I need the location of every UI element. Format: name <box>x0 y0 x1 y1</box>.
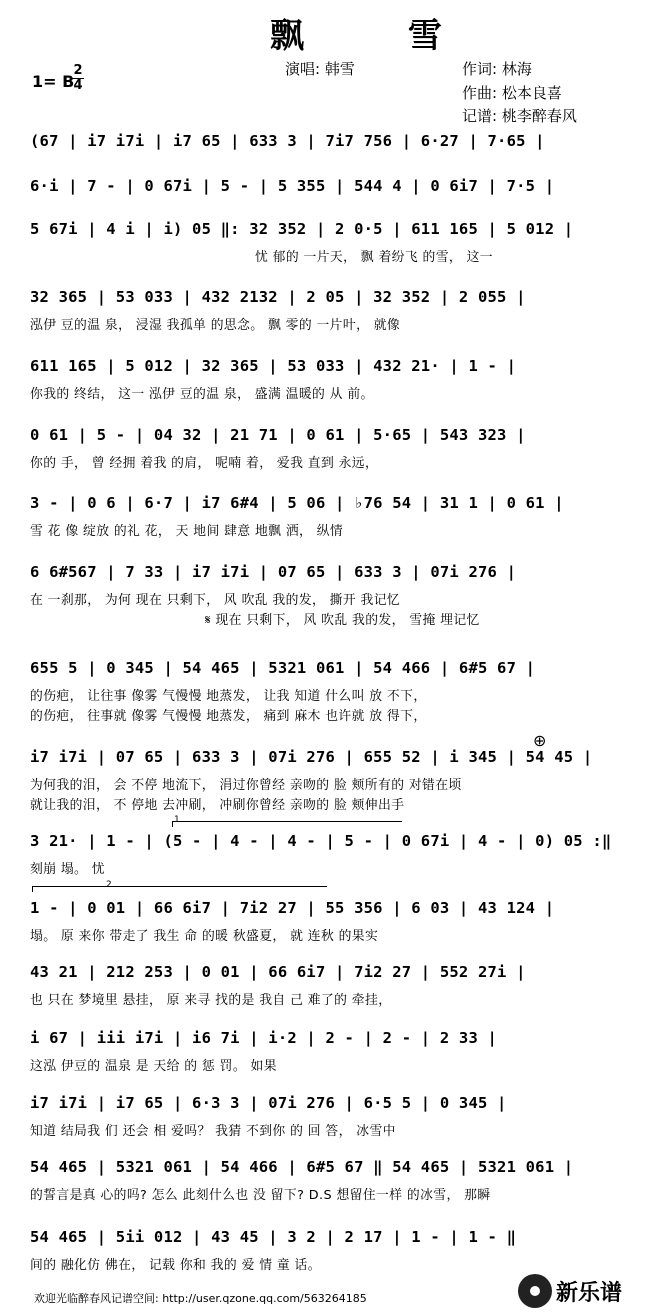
notation-row: i7 i7i | 07 65 | 633 3 | 07i 276 | 655 52 | i 345 | 54 45 | <box>30 748 593 766</box>
lyric-line: 这泓 伊豆的 温泉 是 天给 的 惩 罚。 如果 <box>30 1059 277 1074</box>
lyric-line: 的伤疤， 往事就 像雾 气慢慢 地蒸发， 痛到 麻木 也许就 放 得下， <box>30 709 427 724</box>
song-title: 飘 雪 <box>270 16 488 56</box>
time-signature-bottom: 4 <box>73 78 83 93</box>
volta-1-number: 1 <box>174 815 180 825</box>
notation-row: 54 465 | 5321 061 | 54 466 | 6#5 67 ‖ 54 465 | 5321 061 | <box>30 1158 574 1176</box>
time-signature <box>72 64 84 93</box>
singer-credit: 演唱: 韩雪 <box>285 60 355 78</box>
notation-row: 3 - | 0 6 | 6·7 | i7 6#4 | 5 06 | ♭76 54 | 31 1 | 0 61 | <box>30 494 564 512</box>
vinyl-disc-icon <box>518 1274 552 1308</box>
lyric-line: 忧 郁的 一片天， 飘 着纷飞 的雪， 这一 <box>255 250 493 265</box>
notation-row: 6·i | 7 - | 0 67i | 5 - | 5 355 | 544 4 | 0 6i7 | 7·5 | <box>30 177 555 195</box>
lyric-line: 你的 手， 曾 经拥 着我 的肩， 呢喃 着， 爱我 直到 永远， <box>30 456 379 471</box>
notation-row: 655 5 | 0 345 | 54 465 | 5321 061 | 54 466 | 6#5 67 | <box>30 659 536 677</box>
lyricist-credit: 作词: 林海 <box>462 60 532 78</box>
notation-row: 32 365 | 53 033 | 432 2132 | 2 05 | 32 352 | 2 055 | <box>30 288 526 306</box>
lyric-line: 刻崩 塌。 忧 <box>30 862 105 877</box>
lyric-line: 的伤疤， 让往事 像雾 气慢慢 地蒸发， 让我 知道 什么叫 放 不下， <box>30 689 427 704</box>
volta-1-bracket <box>172 821 402 822</box>
logo-text: 新乐谱 <box>556 1281 623 1306</box>
lyric-line: 你我的 终结， 这一 泓伊 豆的温 泉， 盛满 温暖的 从 前。 <box>30 387 374 402</box>
notation-row: 5 67i | 4 i | i) 05 ‖: 32 352 | 2 0·5 | 611 165 | 5 012 | <box>30 220 574 238</box>
notation-row: 43 21 | 212 253 | 0 01 | 66 6i7 | 7i2 27 | 552 27i | <box>30 963 526 981</box>
volta-2-bracket <box>32 886 327 887</box>
notation-row: 0 61 | 5 - | 04 32 | 21 71 | 0 61 | 5·65 | 543 323 | <box>30 426 526 444</box>
coda-sign: ⊕ <box>533 731 547 750</box>
notation-row: i 67 | iii i7i | i6 7i | i·2 | 2 - | 2 - | 2 33 | <box>30 1029 498 1047</box>
lyric-line: 就让我的泪， 不 停地 去冲刷， 冲刷你曾经 亲吻的 脸 颊伸出手 <box>30 798 405 813</box>
notation-row: 1 - | 0 01 | 66 6i7 | 7i2 27 | 55 356 | 6 03 | 43 124 | <box>30 899 555 917</box>
site-logo <box>518 1272 646 1312</box>
notation-row: 6 6#567 | 7 33 | i7 i7i | 07 65 | 633 3 | 07i 276 | <box>30 563 517 581</box>
notation-row: 54 465 | 5ii 012 | 43 45 | 3 2 | 2 17 | 1 - | 1 - ‖ <box>30 1228 517 1246</box>
notation-row: 3 21· | 1 - | (5 - | 4 - | 4 - | 5 - | 0 67i | 4 - | 0) 05 :‖ <box>30 832 612 850</box>
composer-credit: 作曲: 松本良喜 <box>462 84 562 102</box>
volta-2-number: 2 <box>106 880 112 890</box>
footer-text: 欢迎光临醉春风记谱空间: http://user.qzone.qq.com/563264185 <box>34 1292 367 1305</box>
volta-1-tick <box>172 821 173 827</box>
lyric-line: 间的 融化仿 佛在， 记载 你和 我的 爱 情 童 话。 <box>30 1258 321 1273</box>
lyric-line: 雪 花 像 绽放 的礼 花， 天 地间 肆意 地飘 洒， 纵情 <box>30 524 344 539</box>
notation-row: i7 i7i | i7 65 | 6·3 3 | 07i 276 | 6·5 5 | 0 345 | <box>30 1094 507 1112</box>
lyric-line: 泓伊 豆的温 泉， 浸湿 我孤单 的思念。 飘 零的 一片叶， 就像 <box>30 318 401 333</box>
transcriber-credit: 记谱: 桃李醉春风 <box>462 107 577 125</box>
time-signature-top: 2 <box>73 63 83 78</box>
lyric-line: 也 只在 梦境里 悬挂， 原 来寻 找的是 我自 己 难了的 牵挂， <box>30 993 392 1008</box>
lyric-line: 知道 结局我 们 还会 相 爱吗？ 我猜 不到你 的 回 答， 冰雪中 <box>30 1124 396 1139</box>
notation-row: (67 | i7 i7i | i7 65 | 633 3 | 7i7 756 | 6·27 | 7·65 | <box>30 132 545 150</box>
lyric-line: 的誓言是真 心的吗? 怎么 此刻什么也 没 留下? D.S 想留住一样 的冰雪， 那瞬 <box>30 1188 491 1203</box>
lyric-line: 在 一刹那， 为何 现在 只剩下， 风 吹乱 我的发， 撕开 我记忆 <box>30 593 401 608</box>
key-signature: 1= B <box>32 72 75 91</box>
lyric-line: 为何我的泪， 会 不停 地流下， 涓过你曾经 亲吻的 脸 颊所有的 对错在顷 <box>30 778 462 793</box>
lyric-line: 塌。 原 来你 带走了 我生 命 的暖 秋盛夏， 就 连秋 的果实 <box>30 929 379 944</box>
lyric-line: 𝄋 现在 只剩下， 风 吹乱 我的发， 雪掩 埋记忆 <box>205 613 480 628</box>
notation-row: 611 165 | 5 012 | 32 365 | 53 033 | 432 21· | 1 - | <box>30 357 517 375</box>
volta-2-tick <box>32 886 33 892</box>
